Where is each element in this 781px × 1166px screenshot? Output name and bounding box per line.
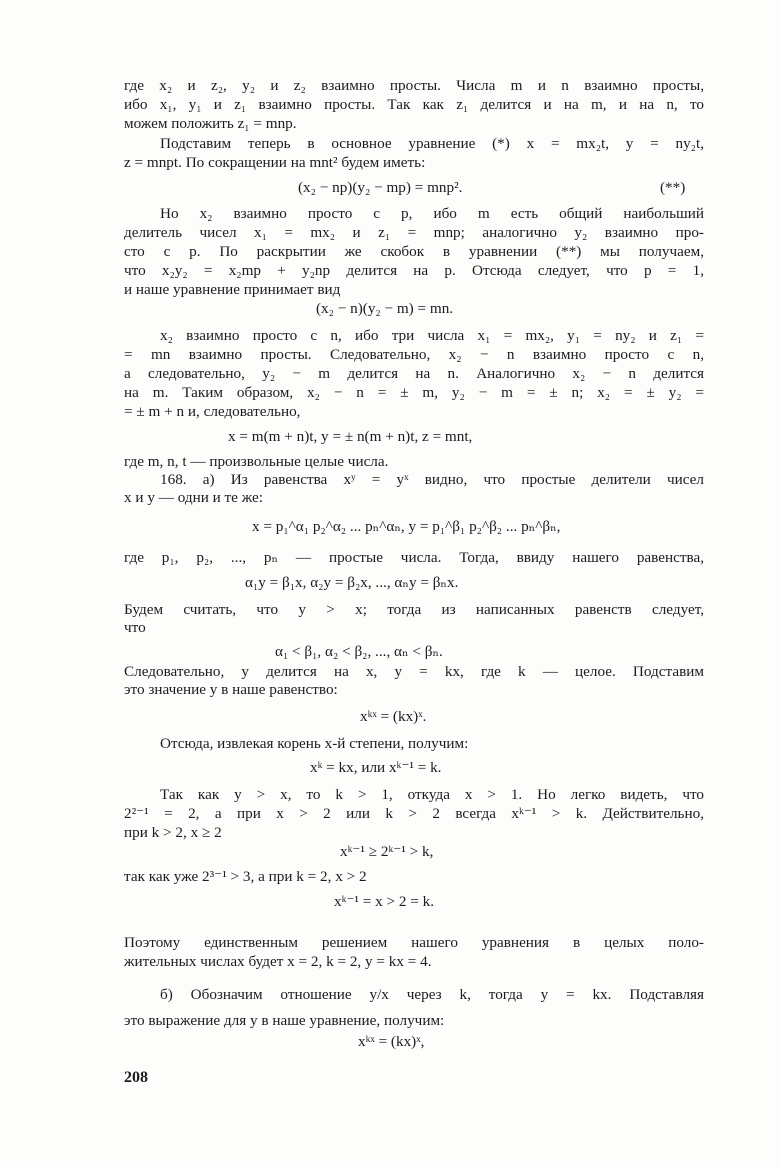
text-line: Так как y > x, то k > 1, откуда x > 1. Но легко видеть, что	[160, 786, 704, 803]
text-line: x и y — одни и те же:	[124, 489, 263, 506]
page-number: 208	[124, 1069, 148, 1086]
equation: xᵏˣ = (kx)ˣ,	[358, 1033, 425, 1050]
equation-label: (**)	[660, 179, 686, 196]
text-line: Но x₂ взаимно просто с p, ибо m есть общий наибольший	[160, 205, 704, 222]
text-line: на m. Таким образом, x₂ − n = ± m, y₂ − m = ± n; x₂ = ± y₂ =	[124, 384, 704, 401]
equation: (x₂ − np)(y₂ − mp) = mnp².	[298, 179, 463, 196]
text-line: = mn взаимно просты. Следовательно, x₂ − n взаимно просто с n,	[124, 346, 704, 363]
text-line: 2²⁻¹ = 2, а при x > 2 или k > 2 всегда xᵏ⁻¹ > k. Действительно,	[124, 805, 704, 822]
equation: x = m(m + n)t, y = ± n(m + n)t, z = mnt,	[228, 428, 473, 445]
equation: (x₂ − n)(y₂ − m) = mn.	[316, 300, 454, 317]
text-line: что x₂y₂ = x₂mp + y₂np делится на p. Отсюда следует, что p = 1,	[124, 262, 704, 279]
equation: xᵏ⁻¹ ≥ 2ᵏ⁻¹ > k,	[340, 843, 434, 860]
equation: xᵏ = kx, или xᵏ⁻¹ = k.	[310, 759, 442, 776]
text-line: что	[124, 619, 146, 636]
text-line: где x₂ и z₂, y₂ и z₂ взаимно просты. Числа m и n взаимно просты,	[124, 77, 704, 94]
text-line: делитель чисел x₁ = mx₂ и z₁ = mnp; аналогично y₂ взаимно про-	[124, 224, 704, 241]
equation: xᵏˣ = (kx)ˣ.	[360, 708, 427, 725]
text-line: можем положить z₁ = mnp.	[124, 115, 297, 132]
text-line: а следовательно, y₂ − m делится на n. Аналогично x₂ − n делится	[124, 365, 704, 382]
text-line: при k > 2, x ≥ 2	[124, 824, 222, 841]
text-line: Следовательно, y делится на x, y = kx, где k — целое. Подставим	[124, 663, 704, 680]
text-line: так как уже 2³⁻¹ > 3, а при k = 2, x > 2	[124, 868, 367, 885]
text-line: б) Обозначим отношение y/x через k, тогда y = kx. Подставляя	[160, 986, 704, 1003]
text-line: это выражение для y в наше уравнение, получим:	[124, 1012, 445, 1029]
text-line: Подставим теперь в основное уравнение (*) x = mx₂t, y = ny₂t,	[160, 135, 704, 152]
text-line: сто с p. По раскрытии же скобок в уравнении (**) мы получаем,	[124, 243, 704, 260]
text-line: и наше уравнение принимает вид	[124, 281, 341, 298]
text-line: Будем считать, что y > x; тогда из написанных равенств следует,	[124, 601, 704, 618]
text-line: где m, n, t — произвольные целые числа.	[124, 453, 389, 470]
text-line: жительных числах будет x = 2, k = 2, y = kx = 4.	[124, 953, 432, 970]
text-line: = ± m + n и, следовательно,	[124, 403, 301, 420]
text-line: это значение y в наше равенство:	[124, 681, 338, 698]
text-line: ибо x₁, y₁ и z₁ взаимно просты. Так как z₁ делится и на m, и на n, то	[124, 96, 704, 113]
equation: α₁ < β₁, α₂ < β₂, ..., αₙ < βₙ.	[275, 643, 443, 660]
text-line: Отсюда, извлекая корень x-й степени, получим:	[160, 735, 469, 752]
text-line: Поэтому единственным решением нашего уравнения в целых поло-	[124, 934, 704, 951]
text-line: z = mnpt. По сокращении на mnt² будем иметь:	[124, 154, 426, 171]
text-line: 168. а) Из равенства xʸ = yˣ видно, что простые делители чисел	[160, 471, 704, 488]
equation: xᵏ⁻¹ = x > 2 = k.	[334, 893, 435, 910]
text-line: где p₁, p₂, ..., pₙ — простые числа. Тогда, ввиду нашего равенства,	[124, 549, 704, 566]
equation: x = p₁^α₁ p₂^α₂ ... pₙ^αₙ, y = p₁^β₁ p₂^β₂ ... pₙ^βₙ,	[252, 518, 561, 535]
text-line: x₂ взаимно просто с n, ибо три числа x₁ = mx₂, y₁ = ny₂ и z₁ =	[160, 327, 704, 344]
equation: α₁y = β₁x, α₂y = β₂x, ..., αₙy = βₙx.	[245, 574, 459, 591]
